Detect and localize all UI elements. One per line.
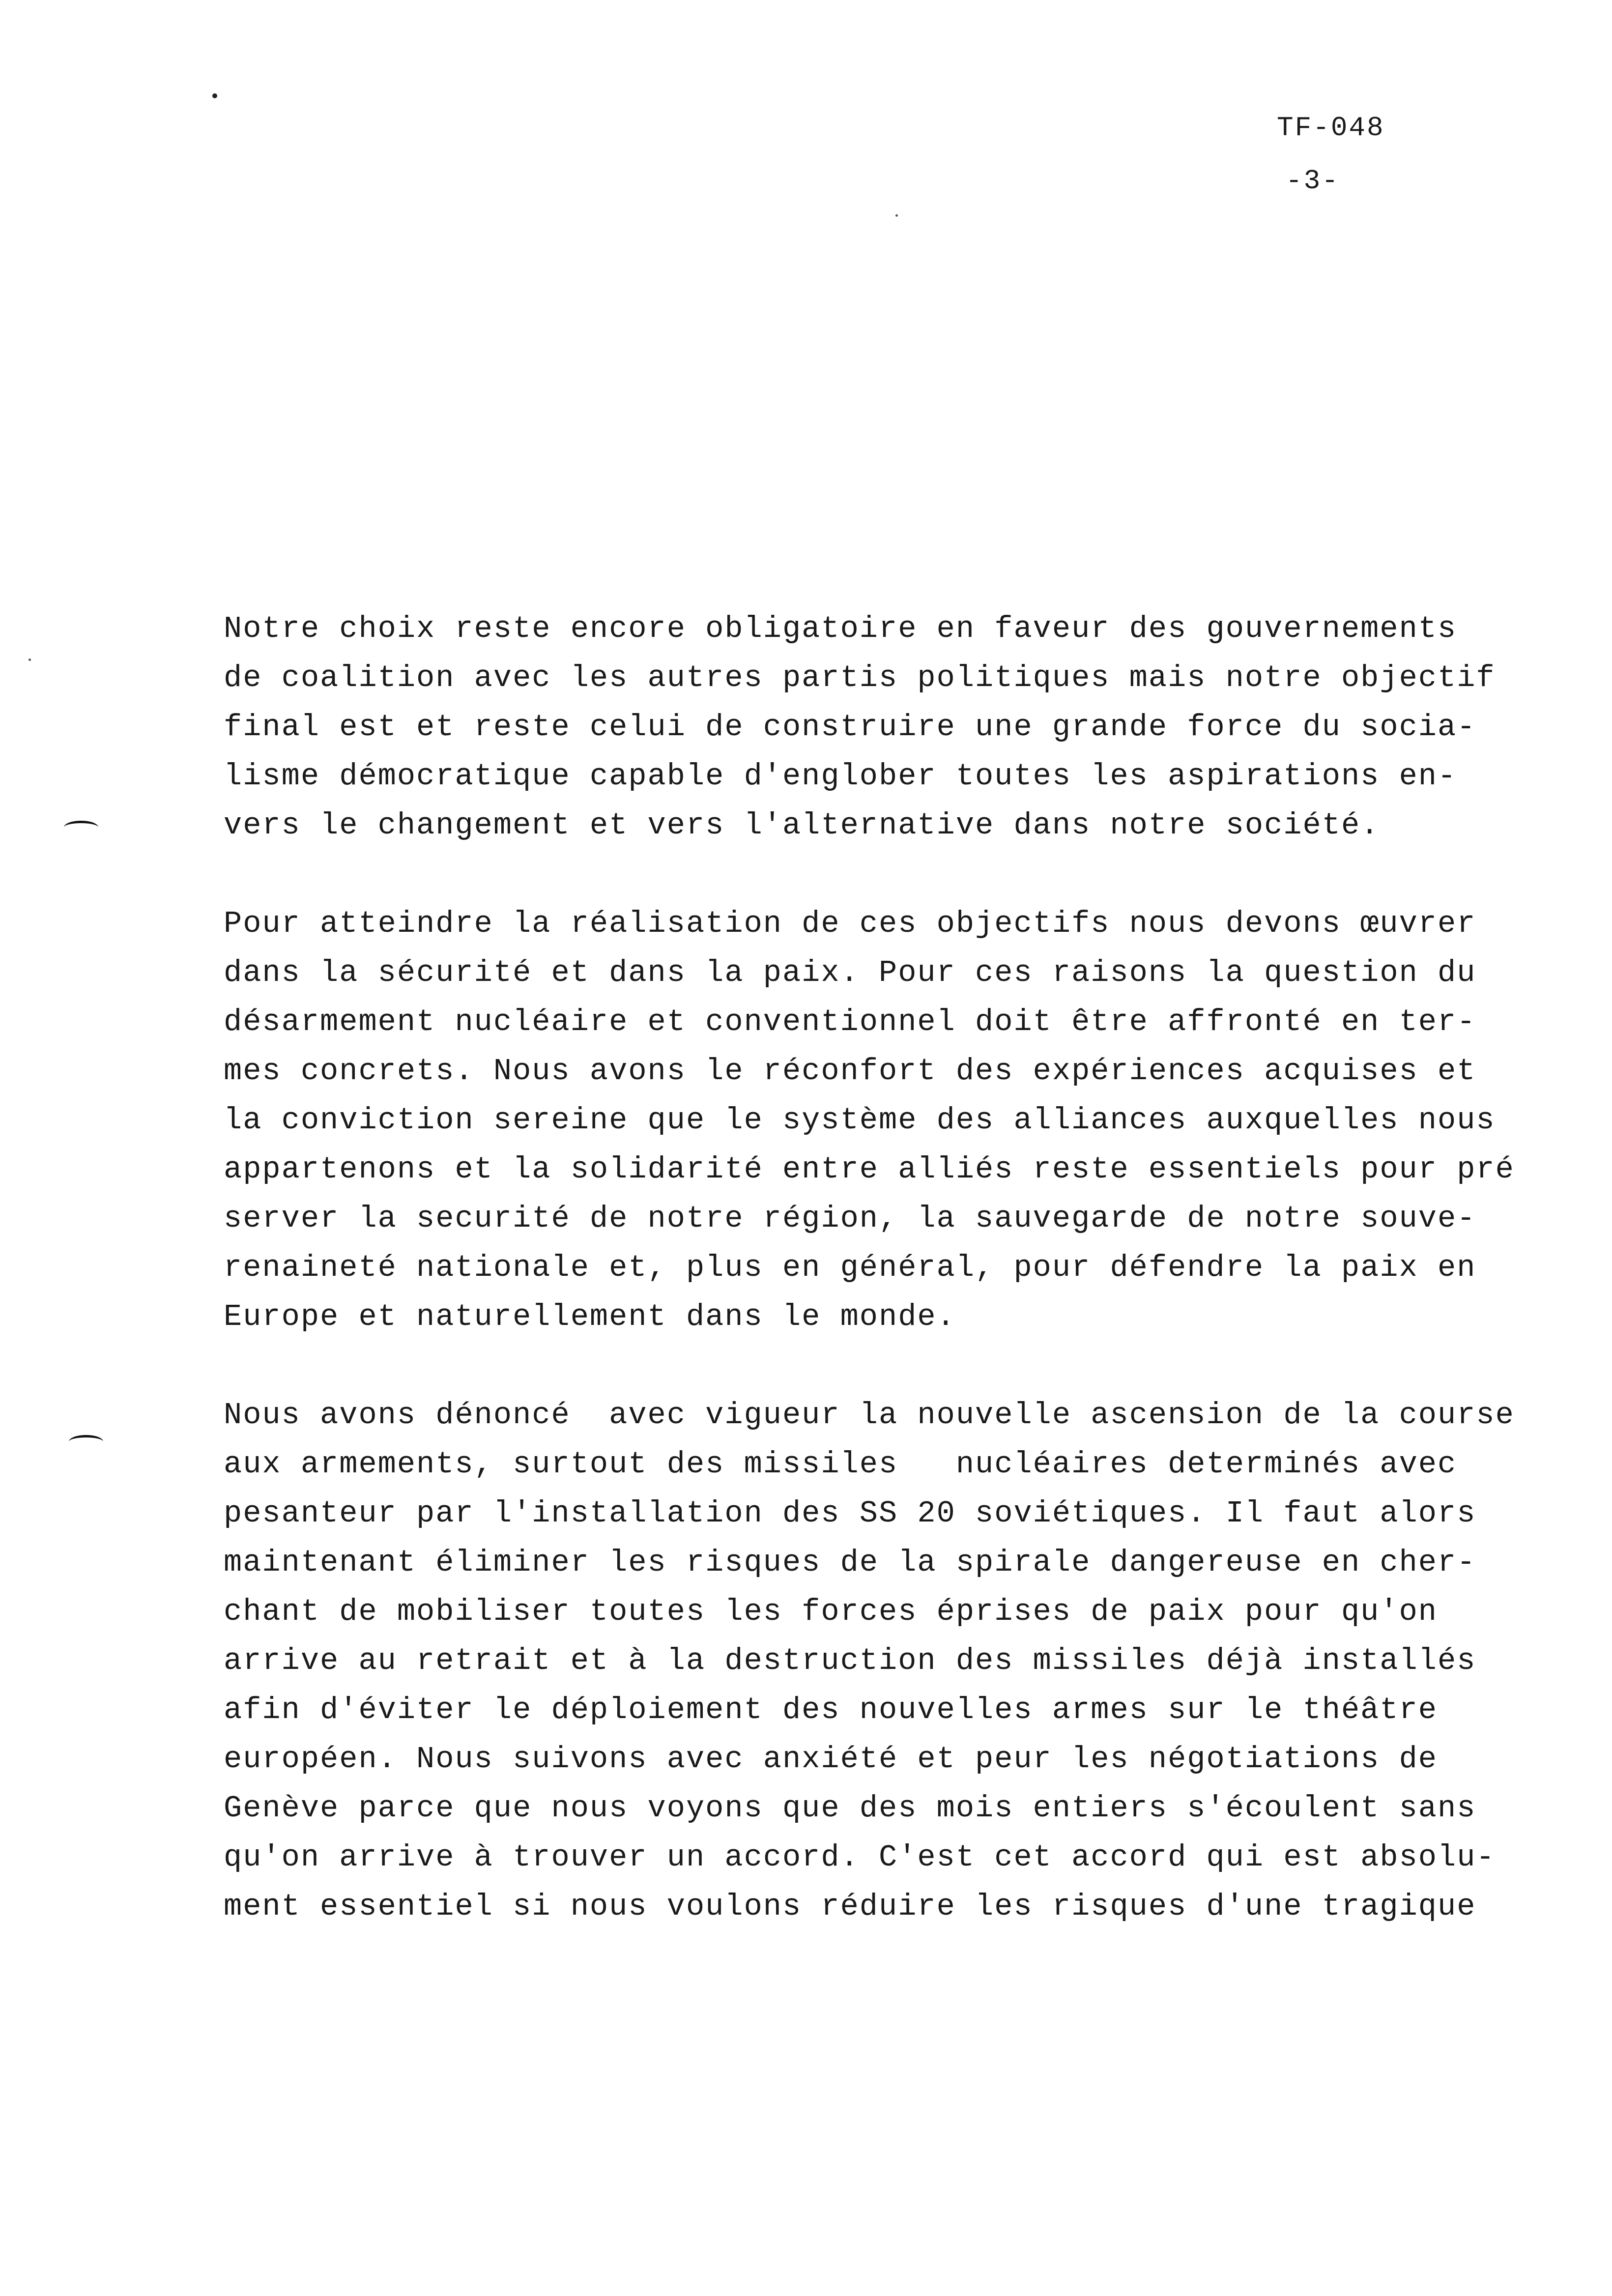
text-line: pesanteur par l'installation des SS 20 soviétiques. Il faut alors xyxy=(224,1496,1476,1531)
text-line: Genève parce que nous voyons que des mois entiers s'écoulent sans xyxy=(224,1791,1476,1826)
paragraph-1 xyxy=(224,604,1590,850)
paragraph-2 xyxy=(224,899,1590,1342)
margin-mark xyxy=(69,1435,103,1448)
margin-mark xyxy=(64,821,98,834)
text-line: la conviction sereine que le système des alliances auxquelles nous xyxy=(224,1103,1496,1138)
text-line: ment essentiel si nous voulons réduire les risques d'une tragique xyxy=(224,1889,1476,1924)
text-line: Europe et naturellement dans le monde. xyxy=(224,1299,956,1334)
text-line: européen. Nous suivons avec anxiété et peur les négotiations de xyxy=(224,1742,1438,1777)
paragraph-3 xyxy=(224,1391,1590,1931)
text-line: maintenant éliminer les risques de la spirale dangereuse en cher- xyxy=(224,1545,1476,1580)
text-line: dans la sécurité et dans la paix. Pour ces raisons la question du xyxy=(224,955,1476,990)
text-line: server la securité de notre région, la sauvegarde de notre souve- xyxy=(224,1201,1476,1236)
text-line: chant de mobiliser toutes les forces éprises de paix pour qu'on xyxy=(224,1594,1438,1629)
document-reference: TF-048 xyxy=(1277,112,1385,144)
text-line: final est et reste celui de construire une grande force du socia- xyxy=(224,710,1476,745)
text-line: désarmement nucléaire et conventionnel doit être affronté en ter- xyxy=(224,1004,1476,1039)
text-line: aux armements, surtout des missiles nucléaires determinés avec xyxy=(224,1447,1457,1482)
text-line: afin d'éviter le déploiement des nouvelles armes sur le théâtre xyxy=(224,1693,1438,1727)
scan-speck xyxy=(212,93,217,98)
text-line: renaineté nationale et, plus en général, pour défendre la paix en xyxy=(224,1250,1476,1285)
scan-speck xyxy=(29,659,31,661)
scan-speck xyxy=(895,214,898,217)
text-line: vers le changement et vers l'alternative dans notre société. xyxy=(224,808,1380,843)
page-number: -3- xyxy=(1286,165,1340,197)
text-line: de coalition avec les autres partis politiques mais notre objectif xyxy=(224,660,1496,695)
text-line: Notre choix reste encore obligatoire en faveur des gouvernements xyxy=(224,611,1457,646)
text-line: Nous avons dénoncé avec vigueur la nouvelle ascension de la course xyxy=(224,1398,1515,1433)
text-line: lisme démocratique capable d'englober toutes les aspirations en- xyxy=(224,759,1457,794)
text-line: qu'on arrive à trouver un accord. C'est cet accord qui est absolu- xyxy=(224,1840,1496,1875)
text-line: Pour atteindre la réalisation de ces objectifs nous devons œuvrer xyxy=(224,906,1476,941)
text-line: arrive au retrait et à la destruction des missiles déjà installés xyxy=(224,1643,1476,1678)
text-line: appartenons et la solidarité entre alliés reste essentiels pour pré xyxy=(224,1152,1515,1187)
text-line: mes concrets. Nous avons le réconfort des expériences acquises et xyxy=(224,1054,1476,1089)
